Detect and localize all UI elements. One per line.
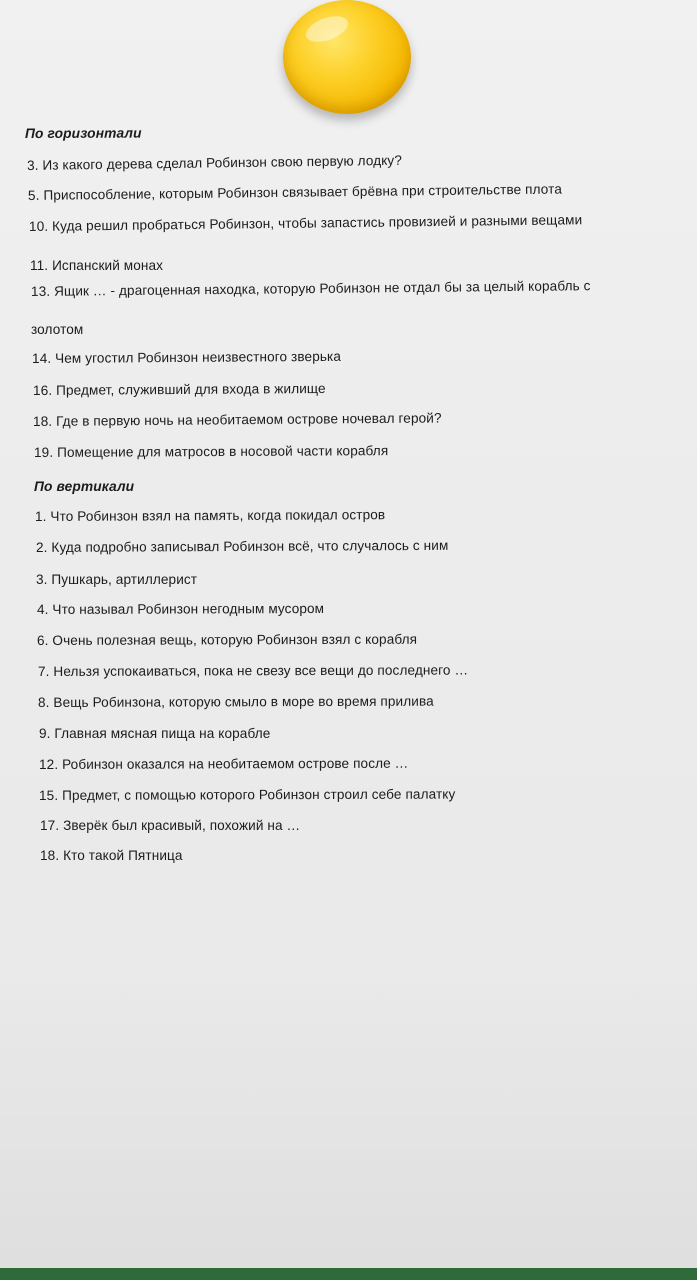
question-line: 5. Приспособление, которым Робинзон связывает брёвна при строительстве плота <box>27 181 563 203</box>
question-line: 6. Очень полезная вещь, которую Робинзон взял с корабля <box>36 631 418 648</box>
question-line: 10. Куда решил пробраться Робинзон, чтобы запастись провизией и разными вещами <box>28 212 583 234</box>
question-line: 11. Испанский монах <box>30 258 164 273</box>
question-line: 1. Что Робинзон взял на память, когда покидал остров <box>34 507 386 524</box>
board-bottom-edge <box>0 1268 697 1280</box>
question-line: 18. Где в первую ночь на необитаемом острове ночевал герой? <box>32 410 442 429</box>
question-line: 7. Нельзя успокаиваться, пока не свезу все вещи до последнего … <box>37 662 469 679</box>
question-line: 2. Куда подробно записывал Робинзон всё, что случалось с ним <box>35 537 449 555</box>
question-line: 14. Чем угостил Робинзон неизвестного зверька <box>31 348 342 366</box>
question-line: 9. Главная мясная пища на корабле <box>39 726 271 741</box>
question-line: 8. Вещь Робинзона, которую смыло в море во время прилива <box>37 693 434 710</box>
question-line: 12. Робинзон оказался на необитаемом острове после … <box>38 755 409 772</box>
question-line: 13. Ящик … - драгоценная находка, которую Робинзон не отдал бы за целый корабль с <box>30 278 591 299</box>
question-line: 18. Кто такой Пятница <box>40 848 183 863</box>
question-line: 19. Помещение для матросов в носовой части корабля <box>33 443 389 460</box>
vertical-heading: По вертикали <box>34 479 135 494</box>
horizontal-heading: По горизонтали <box>24 125 142 141</box>
question-line: 3. Из какого дерева сделал Робинзон свою первую лодку? <box>26 152 403 173</box>
question-line: 3. Пушкарь, артиллерист <box>36 572 198 587</box>
question-line: 16. Предмет, служивший для входа в жилище <box>32 380 326 398</box>
question-line: 17. Зверёк был красивый, похожий на … <box>40 818 301 833</box>
question-line: 4. Что называл Робинзон негодным мусором <box>36 600 325 617</box>
question-line: 15. Предмет, с помощью которого Робинзон строил себе палатку <box>38 786 456 803</box>
question-line: золотом <box>31 322 84 337</box>
